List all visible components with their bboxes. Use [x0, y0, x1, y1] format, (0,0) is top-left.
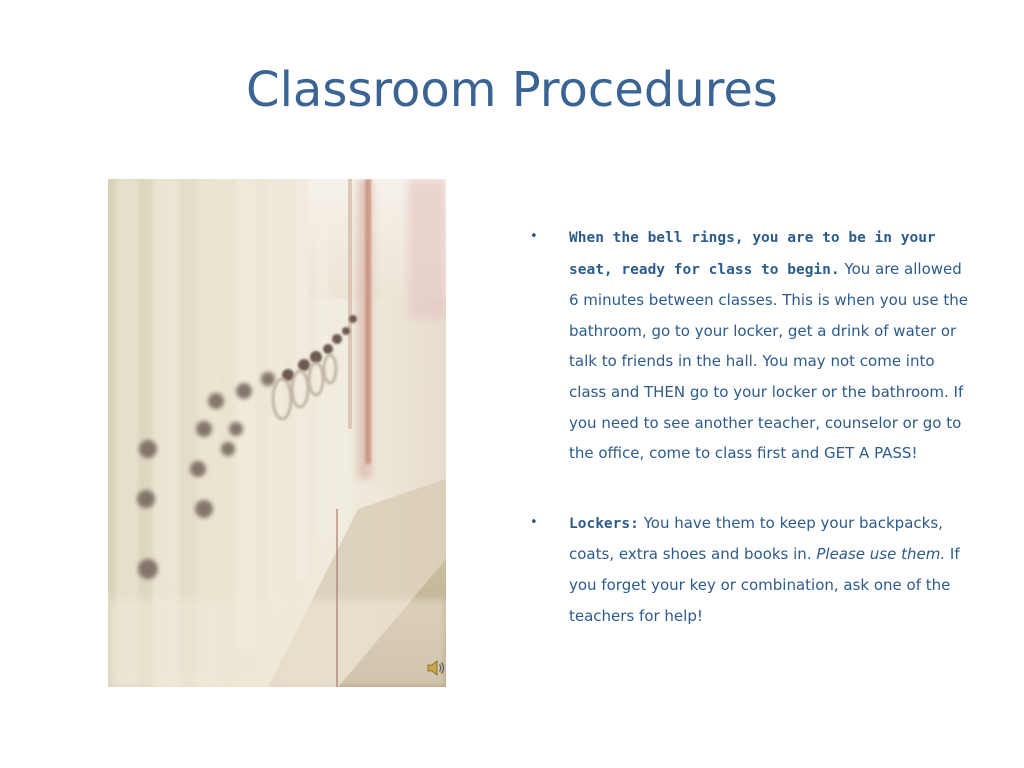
lockers-hallway-photo: [108, 179, 446, 687]
speaker-icon[interactable]: [426, 658, 446, 678]
bullet-body: You are allowed 6 minutes between classes. This is when you use the bathroom, go to your locker, get a drink of water or talk to friends in the hall. You may not come into class and THEN go to your locker or the bathroom. If you need to see another teacher, counselor or go to the office, come to class first and GET A PASS!: [569, 259, 968, 463]
bullet-dot: •: [530, 514, 538, 530]
bullet-list: [530, 222, 970, 631]
bullet-item-bell: [530, 222, 970, 469]
slide-title: Classroom Procedures: [246, 62, 778, 118]
bullet-body: You have them to keep your backpacks, coats, extra shoes and books in.: [569, 513, 943, 564]
bullet-item-lockers: [530, 508, 970, 631]
bullet-emphasis: Please use them.: [816, 545, 946, 564]
bullet-lead: When the bell rings, you are to be in your seat, ready for class to begin.: [569, 230, 936, 278]
bullet-tail: If you forget your key or combination, ask one of the teachers for help!: [569, 545, 960, 625]
bullet-dot: •: [530, 229, 538, 244]
bullet-lead: Lockers:: [569, 515, 639, 532]
